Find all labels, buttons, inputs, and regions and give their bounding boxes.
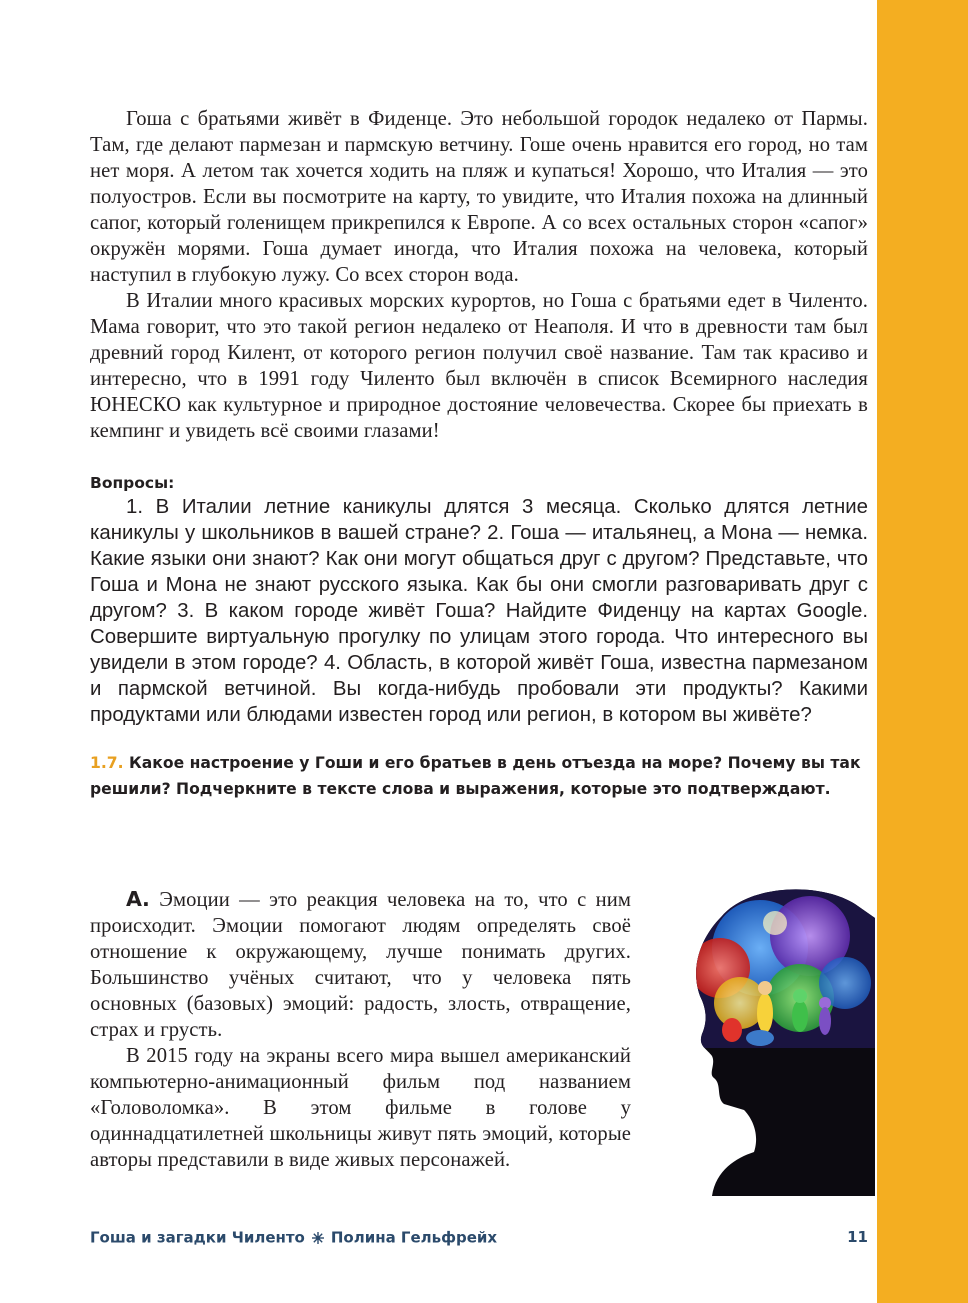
questions-heading: Вопросы: — [90, 474, 175, 492]
section-a-paragraph-2: В 2015 году на экраны всего мира вышел американский компьютерно-анимационный фильм под названием «Головоломка». В этом фильме в голове у одиннадцатилетней школьницы живут пять эмоций, которые авторы представили в виде живых персонажей. — [90, 1045, 631, 1171]
paragraph-fidenza: Гоша с братьями живёт в Фиденце. Это небольшой городок недалеко от Пармы. Там, где делают пармезан и пармскую ветчину. Гоше очень нравится его город, но там нет моря. А летом так хочется ходить на пляж и купаться! Хорошо, что Италия — это полуостров. Если вы посмотрите на карту, то увидите, что Италия похожа на длинный сапог, который голенищем прикрепился к Европе. А со всех остальных сторон «сапог» окружён морями. Гоша думает иногда, что Италия похожа на человека, который наступил в глубокую лужу. Со всех сторон вода. — [90, 108, 868, 286]
flower-ornament-icon — [311, 1231, 325, 1245]
head-silhouette-icon — [650, 878, 880, 1196]
book-title: Гоша и загадки Чиленто — [90, 1228, 305, 1247]
questions-text: 1. В Италии летние каникулы длятся 3 месяца. Сколько длятся летние каникулы у школьников в вашей стране? 2. Гоша — итальянец, а Мона — немка. Какие языки они знают? Как они могут общаться друг с другом? Представьте, что Гоша и Мона не знают русского языка. Как бы они смогли разговаривать друг с другом? 3. В каком городе живёт Гоша? Найдите Фиденцу на картах Google. Совершите виртуальную прогулку по улицам этого города. Что интересного вы увидели в этом городе? 4. Область, в которой живёт Гоша, известна пармезаном и пармской ветчиной. Вы когда-нибудь пробовали эти продукты? Какими продуктами или блюдами известен город или регион, в котором вы живёте? — [90, 496, 868, 726]
task-number: 1.7. — [90, 754, 124, 772]
section-a-paragraph-1 — [90, 886, 631, 1043]
task-text: Какое настроение у Гоши и его братьев в день отъезда на море? Почему вы так решили? Подчеркните в тексте слова и выражения, которые это подтверждают. — [90, 754, 861, 798]
paragraph-cilento: В Италии много красивых морских курортов, но Гоша с братьями едет в Чиленто. Мама говорит, что это такой регион недалеко от Неаполя. И что в древности там был древний город Килент, от которого регион получил своё название. Там так красиво и интересно, что в 1991 году Чиленто был включён в список Всемирного наследия ЮНЕСКО как культурное и природное достояние человечества. Скорее бы приехать в кемпинг и увидеть всё своими глазами! — [90, 290, 868, 442]
section-a-lead: А. — [126, 887, 150, 911]
page-edge-stripe — [877, 0, 968, 1303]
footer-credits — [90, 1228, 497, 1247]
section-a-text-1: Эмоции — это реакция человека на то, что с ним происходит. Эмоции помогают людям определять своё отношение к окружающему, лучше понимать других. Большинство учёных считают, что у человека пять основных (базовых) эмоций: радость, злость, отвращение, страх и грусть. — [90, 889, 631, 1041]
main-text — [90, 106, 868, 802]
section-a — [90, 886, 631, 1173]
page-footer — [90, 1228, 868, 1252]
page-number: 11 — [847, 1228, 868, 1246]
task-1-7 — [90, 750, 868, 802]
author-name: Полина Гельфрейх — [330, 1228, 498, 1247]
